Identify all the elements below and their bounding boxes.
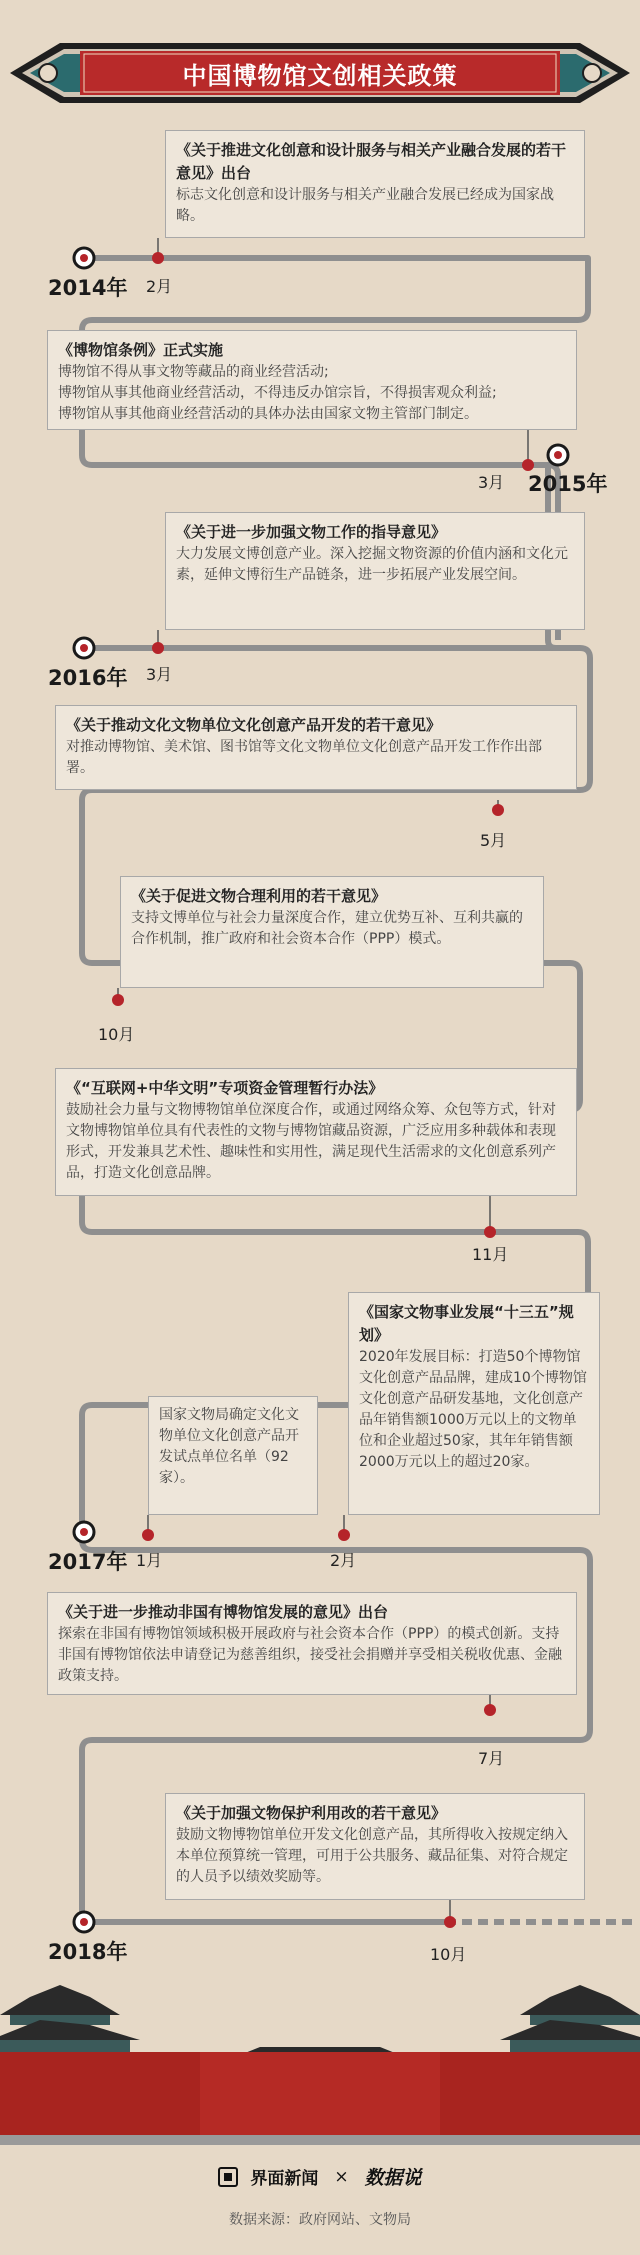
month-dot [112,994,124,1006]
month-dot [444,1916,456,1928]
policy-text: 2020年发展目标：打造50个博物馆文化创意产品品牌，建成10个博物馆文化创意产品研发基地，文化创意产品年销售额1000万元以上的文物单位和企业超过50家，其年年销售额2000万元以上的超过20家。 [359,1349,587,1470]
policy-title: 《关于加强文物保护利用改的若干意见》 [176,1804,447,1822]
policy-text: 博物馆从事其他商业经营活动的具体办法由国家文物主管部门制定。 [58,406,478,422]
month-label: 3月 [146,665,173,684]
month-label: 5月 [480,831,507,850]
data-source: 数据来源：政府网站、文物局 [229,2212,411,2228]
month-dot [492,804,504,816]
brand-row [0,2163,640,2190]
policy-card [55,705,577,790]
palace-illustration [0,1985,640,2145]
policy-text: 对推动博物馆、美术馆、图书馆等文化文物单位文化创意产品开发工作作出部署。 [66,739,542,776]
year-label: 2018年 [48,1940,128,1964]
month-dot [152,642,164,654]
year-node [74,1912,94,1932]
jiemian-logo-icon [218,2167,238,2187]
year-label: 2015年 [528,472,608,496]
year-label: 2016年 [48,666,128,690]
month-label: 7月 [478,1749,505,1768]
month-dot [338,1529,350,1541]
policy-title: 《关于推动文化文物单位文化创意产品开发的若干意见》 [66,716,442,734]
policy-text: 支持文博单位与社会力量深度合作，建立优势互补、互利共赢的合作机制，推广政府和社会资本合作（PPP）模式。 [131,910,523,947]
month-dot [142,1529,154,1541]
month-dot [484,1704,496,1716]
month-label: 2月 [330,1551,357,1570]
month-label: 3月 [478,473,505,492]
policy-card [348,1292,600,1515]
times-sign: × [334,2166,349,2187]
policy-title: 《关于进一步加强文物工作的指导意见》 [176,523,447,541]
policy-card [165,512,585,630]
policy-card [120,876,544,988]
policy-card [165,1793,585,1900]
month-dot [152,252,164,264]
year-label: 2014年 [48,276,128,300]
page-title: 中国博物馆文创相关政策 [182,62,458,90]
policy-text: 探索在非国有博物馆领域积极开展政府与社会资本合作（PPP）的模式创新。支持非国有博物馆依法申请登记为慈善组织，接受社会捐赠并享受相关税收优惠、金融政策支持。 [58,1626,562,1684]
policy-title: 《“互联网+中华文明”专项资金管理暂行办法》 [66,1079,384,1097]
year-node [74,638,94,658]
month-label: 1月 [136,1551,163,1570]
policy-title: 《关于进一步推动非国有博物馆发展的意见》出台 [58,1603,389,1621]
policy-card [47,1592,577,1695]
policy-text: 博物馆不得从事文物等藏品的商业经营活动; [58,364,329,380]
policy-text: 大力发展文博创意产业。深入挖掘文物资源的价值内涵和文化元素，延伸文博衍生产品链条，进一步拓展产业发展空间。 [176,546,568,583]
policy-text: 鼓励社会力量与文物博物馆单位深度合作，或通过网络众筹、众包等方式，针对文物博物馆单位具有代表性的文物与博物馆藏品资源，广泛应用多种载体和表现形式，开发兼具艺术性、趣味性和实用性，满足现代生活需求的文化创意系列产品，打造文化创意品牌。 [66,1102,556,1181]
brand-name: 界面新闻 [250,2169,319,2189]
policy-title: 《关于促进文物合理利用的若干意见》 [131,887,387,905]
partner-logo: 数据说 [364,2167,422,2189]
policy-text: 博物馆从事其他商业经营活动，不得违反办馆宗旨，不得损害观众利益; [58,385,497,401]
policy-card [148,1396,318,1515]
month-label: 2月 [146,277,173,296]
month-label: 10月 [98,1025,135,1044]
policy-card [55,1068,577,1196]
policy-title: 《国家文物事业发展“十三五”规划》 [359,1303,574,1344]
policy-card [47,330,577,430]
year-node [74,1522,94,1542]
policy-text: 国家文物局确定文化文物单位文化创意产品开发试点单位名单（92家）。 [159,1407,299,1486]
policy-text: 标志文化创意和设计服务与相关产业融合发展已经成为国家战略。 [176,187,554,224]
policy-title: 《博物馆条例》正式实施 [58,341,224,359]
footer [0,2145,640,2255]
month-dot [484,1226,496,1238]
year-node [74,248,94,268]
policy-text: 鼓励文物博物馆单位开发文化创意产品，其所得收入按规定纳入本单位预算统一管理，可用于公共服务、藏品征集、对符合规定的人员予以绩效奖励等。 [176,1827,568,1885]
year-node [548,445,568,465]
policy-title: 《关于推进文化创意和设计服务与相关产业融合发展的若干意见》出台 [176,141,567,182]
month-label: 11月 [472,1245,509,1264]
month-label: 10月 [430,1945,467,1964]
policy-card [165,130,585,238]
year-label: 2017年 [48,1550,128,1574]
